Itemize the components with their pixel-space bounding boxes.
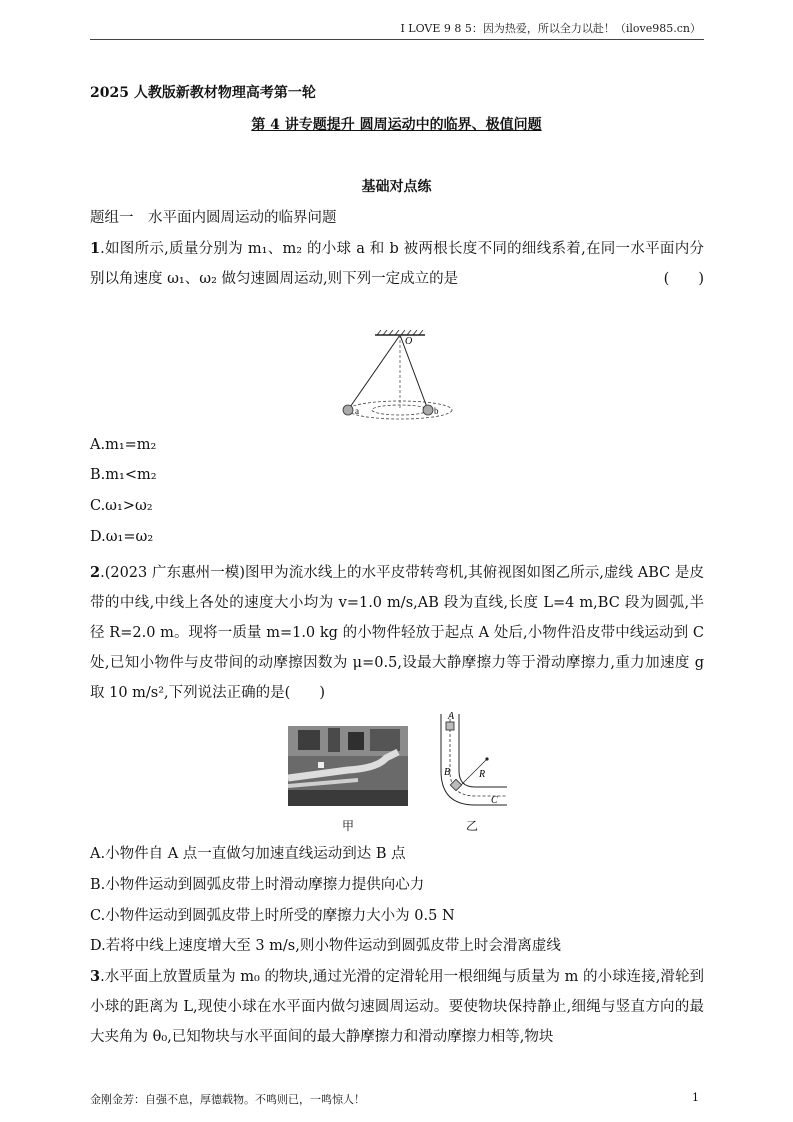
question-number: 1 xyxy=(90,240,101,257)
option-a: A.m₁=m₂ xyxy=(90,437,157,453)
doc-title: 2025 人教版新教材物理高考第一轮 xyxy=(90,85,316,101)
ball-a xyxy=(343,405,353,415)
string-a xyxy=(348,335,400,410)
label-b: B xyxy=(444,767,451,778)
figure-label-yi: 乙 xyxy=(466,819,479,833)
conveyor-photo xyxy=(288,726,408,806)
group-title: 题组一 水平面内圆周运动的临界问题 xyxy=(90,210,337,226)
question-text: .(2023 广东惠州一模)图甲为流水线上的水平皮带转弯机,其俯视图如图乙所示,虚线 ABC 是皮带的中线,中线上各处的速度大小均为 v=1.0 m/s,AB 段为直线,长度 L=4 m,BC 段为圆弧,半径 R=2.0 m。现将一质量 m=1.0 kg 的小物件轻放于起点 A 处后,小物件沿皮带中线运动到 C 处,已知小物件与皮带间的动摩擦因数为 μ=0.5,设最大静摩擦力等于滑动摩擦力,重力加速度 g 取 10 m/s²,下列说法正确的是( ) xyxy=(90,565,704,701)
page-number: 1 xyxy=(692,1091,699,1104)
section-title: 基础对点练 xyxy=(361,179,432,195)
question-number: 3 xyxy=(90,968,101,985)
pendulum-figure xyxy=(335,330,465,425)
question-2 xyxy=(90,558,704,708)
option-b: B.小物件运动到圆弧皮带上时滑动摩擦力提供向心力 xyxy=(90,877,425,893)
label-b: b xyxy=(434,406,439,416)
belt-top-view-diagram xyxy=(437,709,509,809)
option-c: C.小物件运动到圆弧皮带上时所受的摩擦力大小为 0.5 N xyxy=(90,908,455,924)
label-a: a xyxy=(355,406,359,416)
label-a: A xyxy=(448,711,455,722)
label-o: O xyxy=(405,336,413,347)
question-text: .如图所示,质量分别为 m₁、m₂ 的小球 a 和 b 被两根长度不同的细线系着,在同一水平面内分别以角速度 ω₁、ω₂ 做匀速圆周运动,则下列一定成立的是 xyxy=(90,241,704,287)
option-d: D.若将中线上速度增大至 3 m/s,则小物件运动到圆弧皮带上时会滑离虚线 xyxy=(90,938,561,954)
header-divider xyxy=(90,39,704,40)
object-on-arc xyxy=(450,779,461,790)
question-number: 2 xyxy=(90,564,101,581)
label-c: C xyxy=(491,795,498,806)
label-r: R xyxy=(479,769,486,780)
question-text: .水平面上放置质量为 m₀ 的物块,通过光滑的定滑轮用一根细绳与质量为 m 的小球连接,滑轮到小球的距离为 L,现使小球在水平面内做匀速圆周运动。要使物块保持静止,细绳与竖直方向的最大夹角为 θ₀,已知物块与水平面间的最大静摩擦力和滑动摩擦力相等,物块 xyxy=(90,969,704,1045)
header-text: I LOVE 9 8 5：因为热爱，所以全力以赴！（ilove985.cn） xyxy=(400,22,701,35)
answer-parentheses: ( ) xyxy=(663,271,704,287)
footer-motto: 金刚金芳：自强不息，厚德载物。不鸣则已，一鸣惊人！ xyxy=(90,1093,365,1106)
option-b: B.m₁<m₂ xyxy=(90,467,157,483)
ball-b xyxy=(423,405,433,415)
option-d: D.ω₁=ω₂ xyxy=(90,529,154,545)
question-1 xyxy=(90,234,704,294)
question-3 xyxy=(90,962,704,1052)
option-a: A.小物件自 A 点一直做匀加速直线运动到达 B 点 xyxy=(90,846,406,862)
object-at-a xyxy=(446,722,454,730)
figure-label-jia: 甲 xyxy=(342,819,355,833)
option-c: C.ω₁>ω₂ xyxy=(90,498,153,514)
lecture-title: 第 4 讲专题提升 圆周运动中的临界、极值问题 xyxy=(251,117,542,133)
